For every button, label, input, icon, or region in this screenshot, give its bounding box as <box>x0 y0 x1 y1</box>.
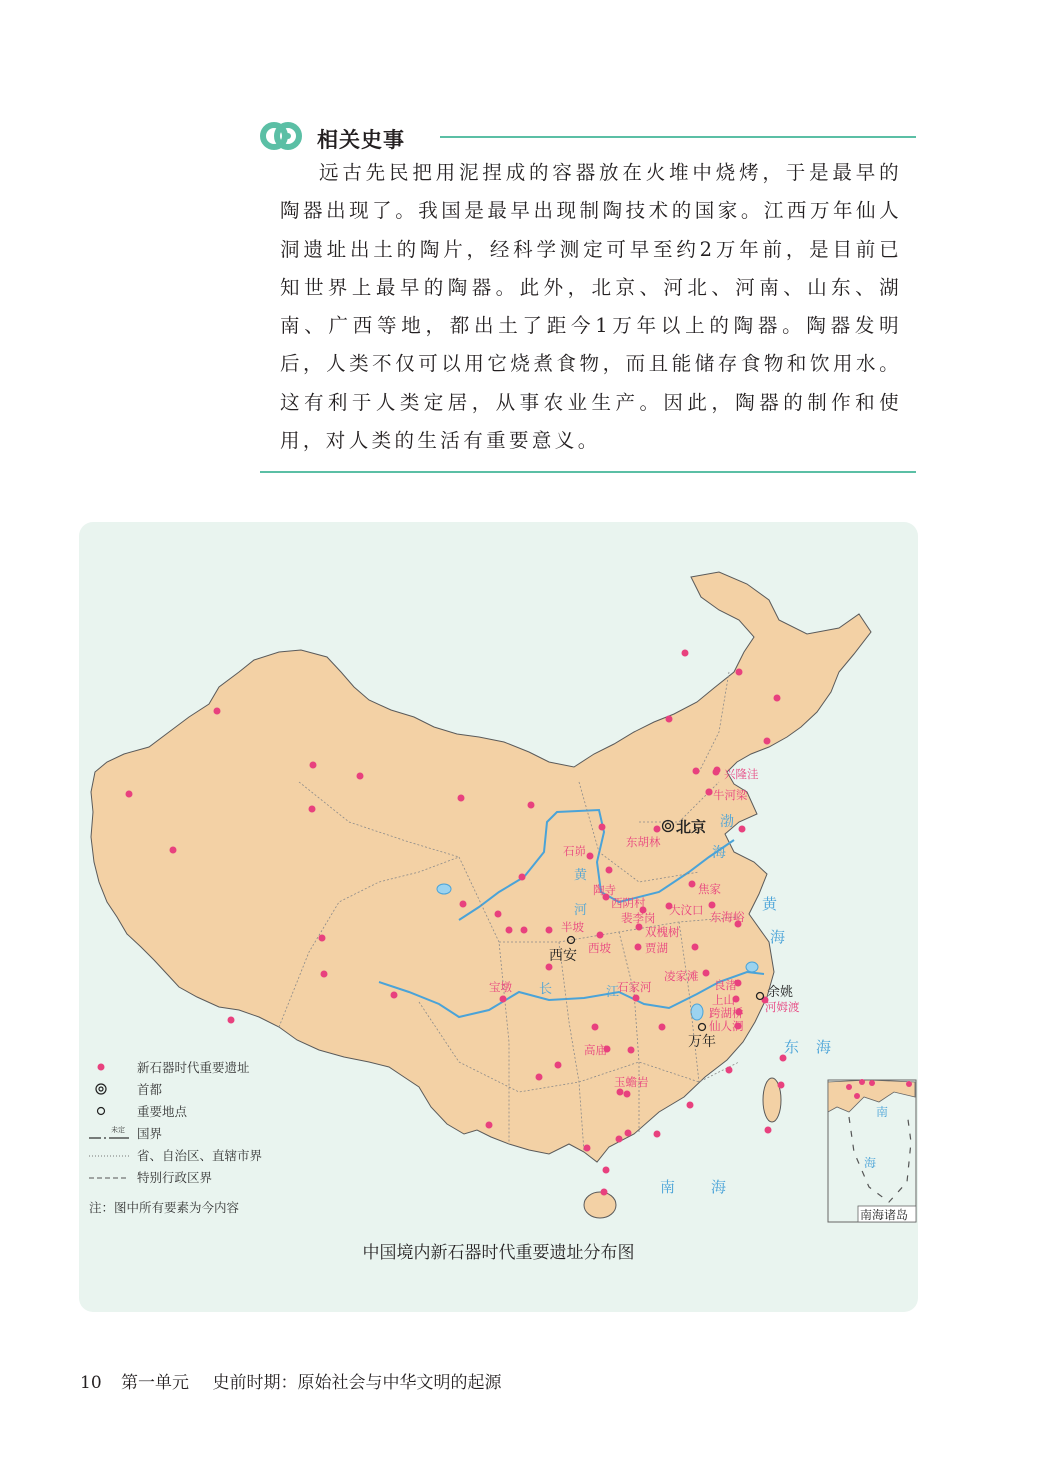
legend-sar-border: 特别行政区界 <box>89 1166 289 1188</box>
site-dot <box>599 824 606 831</box>
site-dot <box>693 768 700 775</box>
label-changjiang-2: 江 <box>606 985 620 1000</box>
label-bohai: 渤 <box>720 814 734 830</box>
site-dot <box>126 791 133 798</box>
site-dot <box>628 1047 635 1054</box>
legend-province-border: 省、自治区、直辖市界 <box>89 1144 289 1166</box>
site-dot <box>310 762 317 769</box>
map-panel <box>79 522 918 1312</box>
label-banpo: 半坡 <box>561 920 584 934</box>
label-huanghai-2: 海 <box>770 928 786 946</box>
map-legend <box>89 1056 289 1215</box>
site-dot <box>859 1079 865 1085</box>
site-dot <box>321 971 328 978</box>
unit-title: 史前时期：原始社会与中华文明的起源 <box>212 1373 502 1393</box>
site-dot <box>906 1081 912 1087</box>
site-dot <box>666 716 673 723</box>
inset-label-nan: 南 <box>876 1105 889 1119</box>
legend-site: 新石器时代重要遗址 <box>89 1056 289 1078</box>
label-donghai-2: 海 <box>816 1038 832 1056</box>
site-dot <box>521 927 528 934</box>
related-history-title: 相关史事 <box>317 128 405 152</box>
sar-border-icon <box>89 1170 129 1184</box>
site-dot <box>624 1091 631 1098</box>
site-dot <box>170 847 177 854</box>
site-dot-jiahu <box>635 944 642 951</box>
label-bohai-2: 海 <box>712 845 726 861</box>
site-dot <box>736 669 743 676</box>
site-dot <box>774 695 781 702</box>
site-dot <box>555 1062 562 1069</box>
label-yuchanyan: 玉蟾岩 <box>614 1075 649 1089</box>
site-dot <box>458 795 465 802</box>
site-dot <box>486 1122 493 1129</box>
province-border-icon <box>89 1148 129 1162</box>
label-beijing: 北京 <box>676 818 707 836</box>
label-xian: 西安 <box>549 948 577 964</box>
site-dot <box>726 1067 733 1074</box>
label-xiyincun: 西阴村 <box>611 896 646 910</box>
site-dot-yuchanyan <box>617 1089 624 1096</box>
inset-label-hai: 海 <box>864 1156 877 1170</box>
site-dot <box>391 992 398 999</box>
page-number: 10 <box>80 1373 102 1393</box>
site-dot <box>546 964 553 971</box>
site-dot <box>495 911 502 918</box>
site-dot <box>778 1082 785 1089</box>
border-line-icon <box>89 1126 129 1140</box>
site-dot <box>854 1093 860 1099</box>
label-donghulin: 东胡林 <box>626 835 661 849</box>
site-dot-baodun <box>500 996 507 1003</box>
label-xipo: 西坡 <box>588 941 611 955</box>
label-shangshan: 上山 <box>712 993 735 1007</box>
legend-capital: 首都 <box>89 1078 289 1100</box>
undetermined-label: 未定 <box>111 1126 125 1134</box>
label-xinglongwa: 兴隆洼 <box>724 767 759 781</box>
label-shijiahe: 石家河 <box>617 980 652 994</box>
site-dot <box>616 1136 623 1143</box>
site-dot <box>603 1167 610 1174</box>
header-rule <box>440 136 916 138</box>
paragraph: 远古先民把用泥捏成的容器放在火堆中烧烤，于是最早的陶器出现了。我国是最早出现制陶技术的国家。江西万年仙人洞遗址出土的陶片，经科学测定可早至约2万年前，是目前已知世界上最早的陶器。此外，北京、河北、河南、山东、湖南、广西等地，都出土了距今1万年以上的陶器。陶器发明后，人类不仅可以用它烧煮食物，而且能储存食物和饮用水。这有利于人类定居，从事农业生产。因此，陶器的制作和使用，对人类的生活有重要意义。 <box>280 161 902 453</box>
site-dot <box>692 944 699 951</box>
label-wannian: 万年 <box>688 1034 716 1050</box>
site-dot-donghulin <box>654 826 661 833</box>
label-changjiang: 长 <box>539 982 553 997</box>
site-dot-icon <box>89 1060 129 1074</box>
label-yuyao: 余姚 <box>767 985 794 1000</box>
site-dot <box>682 650 689 657</box>
label-nanhai: 南 <box>660 1178 676 1196</box>
label-dawenkou: 大汶口 <box>669 903 704 917</box>
site-dot <box>601 1189 608 1196</box>
site-dot-shimao <box>587 853 594 860</box>
site-dot-dongyaoyu <box>709 902 716 909</box>
label-kuahuqiao: 跨湖桥 <box>709 1006 744 1020</box>
related-history-text <box>280 154 902 460</box>
label-shuanghuaishu: 双槐树 <box>645 925 680 939</box>
related-history-icon <box>260 116 302 156</box>
site-dot <box>357 773 364 780</box>
site-dot <box>625 1130 632 1137</box>
label-xianrendong: 仙人洞 <box>709 1019 744 1033</box>
legend-note: 注：图中所有要素为今内容 <box>89 1200 240 1215</box>
place-icon <box>89 1104 129 1118</box>
site-dot <box>536 1074 543 1081</box>
label-baodun: 宝墩 <box>489 980 512 994</box>
site-dot-xinglongwa <box>713 769 720 776</box>
label-lingjiatan: 凌家滩 <box>664 969 699 983</box>
label-dongyaoyu: 东海峪 <box>710 910 745 924</box>
legend-border: 未定 国界 <box>89 1122 289 1144</box>
site-dot <box>519 874 526 881</box>
unit-label: 第一单元 <box>121 1373 190 1393</box>
site-dot-lingjiatan <box>703 970 710 977</box>
map-caption: 中国境内新石器时代重要遗址分布图 <box>362 1243 635 1263</box>
site-dot <box>764 738 771 745</box>
label-peiligang: 裴李岗 <box>621 911 656 925</box>
site-dot-niuheliang <box>706 789 713 796</box>
site-dot <box>659 1024 666 1031</box>
inset-title: 南海诸岛 <box>860 1208 909 1222</box>
site-dot <box>319 935 326 942</box>
site-dot <box>765 1127 772 1134</box>
taihu-lake <box>746 962 758 972</box>
site-dot <box>506 927 513 934</box>
related-history-header <box>260 116 916 156</box>
legend-place: 重要地点 <box>89 1100 289 1122</box>
label-liangzhu: 良渚 <box>714 978 737 992</box>
label-donghai: 东 <box>784 1038 800 1056</box>
site-dot <box>584 1145 591 1152</box>
china-neolithic-map <box>79 522 918 1312</box>
footer-rule <box>260 471 916 473</box>
site-dot-xipo <box>597 932 604 939</box>
site-dot <box>460 901 467 908</box>
site-dot <box>869 1080 875 1086</box>
site-dot-banpo <box>546 927 553 934</box>
label-huanghai: 黄 <box>762 895 778 913</box>
site-dot <box>228 1017 235 1024</box>
poyang-lake <box>691 1004 703 1020</box>
label-shimao: 石峁 <box>563 844 586 858</box>
label-taosi: 陶寺 <box>593 883 616 897</box>
label-jiahu: 贾湖 <box>645 941 668 955</box>
label-gaomiao: 高庙 <box>584 1043 607 1057</box>
label-hemudu: 河姆渡 <box>765 1000 800 1014</box>
page-footer <box>80 1368 501 1393</box>
qinghai-lake <box>437 884 451 894</box>
site-dot <box>592 1024 599 1031</box>
label-huanghe: 黄 <box>574 868 588 883</box>
label-niuheliang: 牛河梁 <box>713 788 748 802</box>
site-dot <box>654 1131 661 1138</box>
capital-icon <box>89 1082 129 1096</box>
site-dot-shijiahe <box>633 995 640 1002</box>
site-dot <box>846 1084 852 1090</box>
site-dot <box>739 826 746 833</box>
site-dot <box>214 708 221 715</box>
site-dot-jiaojia <box>689 881 696 888</box>
label-jiaojia: 焦家 <box>698 882 721 896</box>
site-dot <box>528 802 535 809</box>
label-nanhai-2: 海 <box>711 1178 727 1196</box>
site-dot <box>687 1102 694 1109</box>
site-dot <box>309 806 316 813</box>
label-huanghe-2: 河 <box>574 903 588 918</box>
hainan-island <box>584 1192 616 1218</box>
site-dot-taosi <box>606 867 613 874</box>
